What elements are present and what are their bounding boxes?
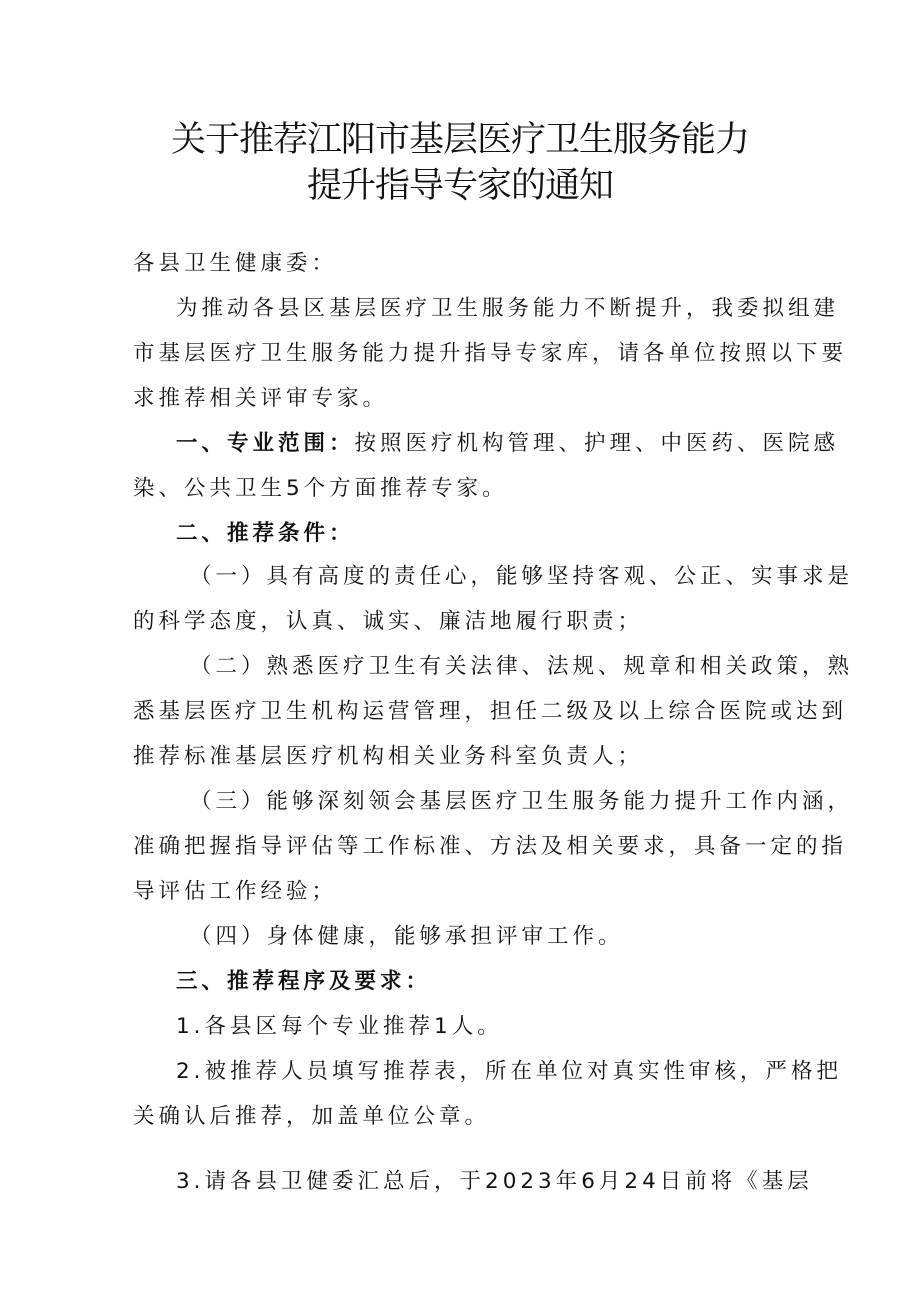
condition-3-line-2: 准确把握指导评估等工作标准、方法及相关要求，具备一定的指 [133,834,848,859]
notice-title-line-1: 关于推荐江阳市基层医疗卫生服务能力 [170,120,749,160]
requirement-2-line-1: 2.被推荐人员填写推荐表，所在单位对真实性审核，严格把 [176,1059,843,1084]
requirement-1: 1.各县区每个专业推荐1人。 [176,1014,503,1039]
condition-1-line-2: 的科学态度，认真、诚实、廉洁地履行职责； [133,609,644,634]
condition-1-line-1: （一）具有高度的责任心，能够坚持客观、公正、实事求是 [190,564,854,589]
section-1-line-1 [176,431,840,456]
condition-4-line-1: （四）身体健康，能够承担评审工作。 [190,924,624,949]
condition-2-line-3: 推荐标准基层医疗机构相关业务科室负责人； [133,744,644,769]
condition-2-line-2: 悉基层医疗卫生机构运营管理，担任二级及以上综合医院或达到 [133,699,848,724]
salutation: 各县卫生健康委： [133,251,338,276]
condition-2-line-1: （二）熟悉医疗卫生有关法律、法规、规章和相关政策，熟 [190,654,854,679]
section-1-line-2: 染、公共卫生5个方面推荐专家。 [133,476,508,501]
section-3-heading: 三、推荐程序及要求： [176,969,432,994]
requirement-2-line-2: 关确认后推荐，加盖单位公章。 [133,1104,491,1129]
intro-line-1: 为推动各县区基层医疗卫生服务能力不断提升，我委拟组建 [176,296,840,321]
condition-3-line-1: （三）能够深刻领会基层医疗卫生服务能力提升工作内涵， [190,789,854,814]
intro-line-2: 市基层医疗卫生服务能力提升指导专家库，请各单位按照以下要 [133,341,848,366]
intro-line-3: 求推荐相关评审专家。 [133,386,389,411]
notice-title-line-2: 提升指导专家的通知 [306,166,613,206]
section-2-heading: 二、推荐条件： [176,521,355,546]
requirement-3-line-1: 3.请各县卫健委汇总后，于2023年6月24日前将《基层 [176,1169,813,1194]
section-1-heading: 一、专业范围： [176,431,355,456]
section-1-text: 按照医疗机构管理、护理、中医药、医院感 [354,431,840,456]
condition-3-line-3: 导评估工作经验； [133,879,338,904]
